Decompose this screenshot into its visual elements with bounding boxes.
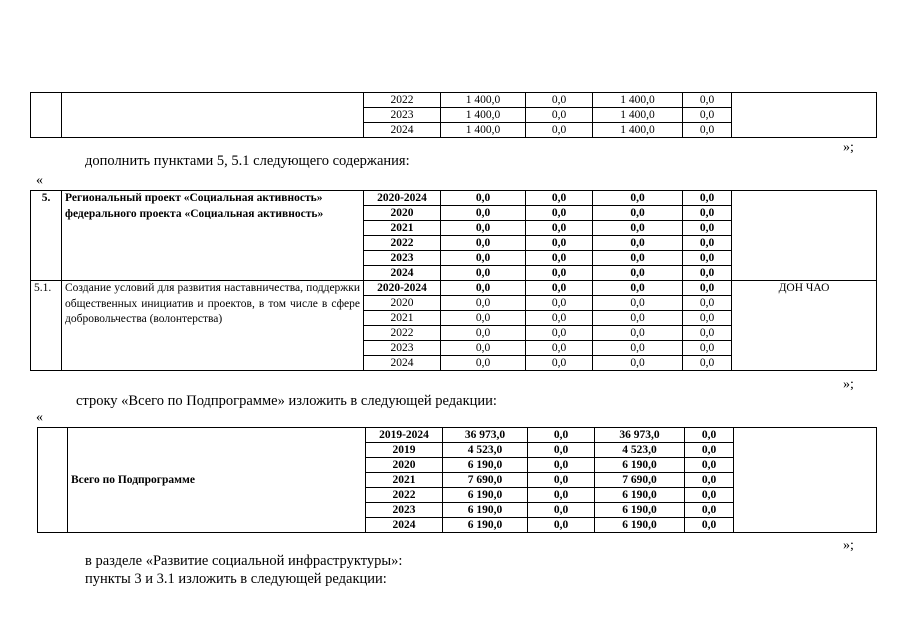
value-cell: 0,0: [526, 251, 593, 266]
value-cell: 1 400,0: [441, 108, 526, 123]
year-cell: 2024: [364, 356, 441, 371]
value-cell: 6 190,0: [595, 503, 685, 518]
value-cell: 0,0: [528, 443, 595, 458]
year-cell: 2019-2024: [366, 428, 443, 443]
year-cell: 2022: [364, 326, 441, 341]
value-cell: 0,0: [685, 443, 734, 458]
table-items-5: [30, 190, 877, 371]
value-cell: 0,0: [685, 428, 734, 443]
num-cell: [38, 428, 68, 533]
value-cell: 0,0: [683, 266, 732, 281]
value-cell: 0,0: [685, 503, 734, 518]
value-cell: 0,0: [593, 296, 683, 311]
value-cell: 0,0: [683, 311, 732, 326]
value-cell: 0,0: [683, 221, 732, 236]
year-cell: 2020: [364, 206, 441, 221]
year-cell: 2021: [366, 473, 443, 488]
value-cell: 0,0: [528, 503, 595, 518]
executor-cell: ДОН ЧАО: [732, 281, 877, 371]
value-cell: 0,0: [683, 251, 732, 266]
value-cell: 0,0: [685, 488, 734, 503]
value-cell: 6 190,0: [595, 458, 685, 473]
year-cell: 2024: [364, 123, 441, 138]
value-cell: 0,0: [528, 428, 595, 443]
value-cell: 0,0: [683, 108, 732, 123]
value-cell: 36 973,0: [595, 428, 685, 443]
opening-quote: «: [36, 410, 43, 425]
table-continuation: [30, 92, 877, 138]
value-cell: 6 190,0: [595, 488, 685, 503]
value-cell: 0,0: [593, 236, 683, 251]
value-cell: 0,0: [593, 311, 683, 326]
item-description: Региональный проект «Социальная активность» федерального проекта «Социальная активность»: [62, 191, 364, 281]
value-cell: 0,0: [683, 356, 732, 371]
year-cell: 2020: [366, 458, 443, 473]
table-row: [31, 191, 877, 206]
table-row: [31, 93, 877, 108]
desc-cell: [62, 93, 364, 138]
value-cell: 6 190,0: [443, 518, 528, 533]
value-cell: 0,0: [593, 206, 683, 221]
value-cell: 0,0: [528, 458, 595, 473]
item-number: 5.: [31, 191, 62, 281]
value-cell: 7 690,0: [595, 473, 685, 488]
value-cell: 0,0: [441, 356, 526, 371]
value-cell: 0,0: [526, 356, 593, 371]
opening-quote: «: [36, 173, 43, 188]
table-row: [31, 281, 877, 296]
value-cell: 0,0: [593, 326, 683, 341]
year-cell: 2021: [364, 311, 441, 326]
closing-quote: »;: [843, 538, 854, 553]
year-cell: 2023: [364, 341, 441, 356]
value-cell: 0,0: [683, 296, 732, 311]
value-cell: 1 400,0: [593, 123, 683, 138]
executor-cell: [734, 428, 877, 533]
value-cell: 0,0: [526, 326, 593, 341]
table-row: [38, 428, 877, 443]
value-cell: 6 190,0: [443, 458, 528, 473]
value-cell: 1 400,0: [593, 93, 683, 108]
value-cell: 0,0: [683, 93, 732, 108]
value-cell: 0,0: [683, 191, 732, 206]
value-cell: 0,0: [441, 281, 526, 296]
value-cell: 0,0: [593, 356, 683, 371]
value-cell: 0,0: [593, 191, 683, 206]
table-total: [37, 427, 877, 533]
value-cell: 0,0: [441, 221, 526, 236]
paragraph-add-items: дополнить пунктами 5, 5.1 следующего содержания:: [85, 153, 410, 169]
value-cell: 0,0: [685, 458, 734, 473]
item-description: Создание условий для развития наставничества, поддержки общественных инициатив и проектов, в том числе в сфере добровольчества (волонтерства): [62, 281, 364, 371]
value-cell: 0,0: [593, 221, 683, 236]
value-cell: 0,0: [441, 341, 526, 356]
value-cell: 0,0: [683, 281, 732, 296]
value-cell: 0,0: [683, 123, 732, 138]
value-cell: 0,0: [683, 206, 732, 221]
value-cell: 0,0: [526, 221, 593, 236]
value-cell: 0,0: [528, 518, 595, 533]
year-cell: 2020: [364, 296, 441, 311]
year-cell: 2022: [364, 236, 441, 251]
value-cell: 1 400,0: [441, 93, 526, 108]
value-cell: 1 400,0: [593, 108, 683, 123]
value-cell: 0,0: [526, 236, 593, 251]
value-cell: 0,0: [593, 266, 683, 281]
executor-cell: [732, 93, 877, 138]
value-cell: 4 523,0: [595, 443, 685, 458]
value-cell: 0,0: [441, 296, 526, 311]
year-cell: 2020-2024: [364, 281, 441, 296]
year-cell: 2021: [364, 221, 441, 236]
num-cell: [31, 93, 62, 138]
value-cell: 0,0: [526, 206, 593, 221]
value-cell: 0,0: [441, 251, 526, 266]
value-cell: 0,0: [526, 191, 593, 206]
value-cell: 0,0: [593, 281, 683, 296]
value-cell: 4 523,0: [443, 443, 528, 458]
year-cell: 2019: [366, 443, 443, 458]
value-cell: 0,0: [526, 123, 593, 138]
value-cell: 6 190,0: [595, 518, 685, 533]
value-cell: 0,0: [526, 266, 593, 281]
value-cell: 6 190,0: [443, 488, 528, 503]
value-cell: 0,0: [441, 191, 526, 206]
year-cell: 2024: [366, 518, 443, 533]
year-cell: 2024: [364, 266, 441, 281]
value-cell: 6 190,0: [443, 503, 528, 518]
paragraph-section: в разделе «Развитие социальной инфраструктуры»:: [85, 553, 403, 569]
closing-quote: »;: [843, 140, 854, 155]
value-cell: 0,0: [526, 311, 593, 326]
value-cell: 36 973,0: [443, 428, 528, 443]
year-cell: 2020-2024: [364, 191, 441, 206]
year-cell: 2023: [366, 503, 443, 518]
item-number: 5.1.: [31, 281, 62, 371]
value-cell: 0,0: [441, 236, 526, 251]
value-cell: 0,0: [526, 341, 593, 356]
value-cell: 0,0: [526, 281, 593, 296]
total-label: Всего по Подпрограмме: [68, 428, 366, 533]
value-cell: 0,0: [683, 236, 732, 251]
closing-quote: »;: [843, 377, 854, 392]
year-cell: 2023: [364, 251, 441, 266]
value-cell: 1 400,0: [441, 123, 526, 138]
value-cell: 0,0: [685, 518, 734, 533]
executor-cell: [732, 191, 877, 281]
value-cell: 0,0: [441, 311, 526, 326]
paragraph-total-row: строку «Всего по Подпрограмме» изложить в следующей редакции:: [76, 393, 497, 409]
year-cell: 2023: [364, 108, 441, 123]
value-cell: 0,0: [526, 296, 593, 311]
value-cell: 0,0: [441, 266, 526, 281]
paragraph-items-3: пункты 3 и 3.1 изложить в следующей редакции:: [85, 571, 387, 587]
value-cell: 0,0: [441, 326, 526, 341]
value-cell: 0,0: [683, 326, 732, 341]
value-cell: 0,0: [528, 473, 595, 488]
value-cell: 7 690,0: [443, 473, 528, 488]
value-cell: 0,0: [441, 206, 526, 221]
value-cell: 0,0: [526, 93, 593, 108]
value-cell: 0,0: [528, 488, 595, 503]
value-cell: 0,0: [526, 108, 593, 123]
year-cell: 2022: [364, 93, 441, 108]
value-cell: 0,0: [685, 473, 734, 488]
value-cell: 0,0: [593, 251, 683, 266]
year-cell: 2022: [366, 488, 443, 503]
value-cell: 0,0: [593, 341, 683, 356]
value-cell: 0,0: [683, 341, 732, 356]
